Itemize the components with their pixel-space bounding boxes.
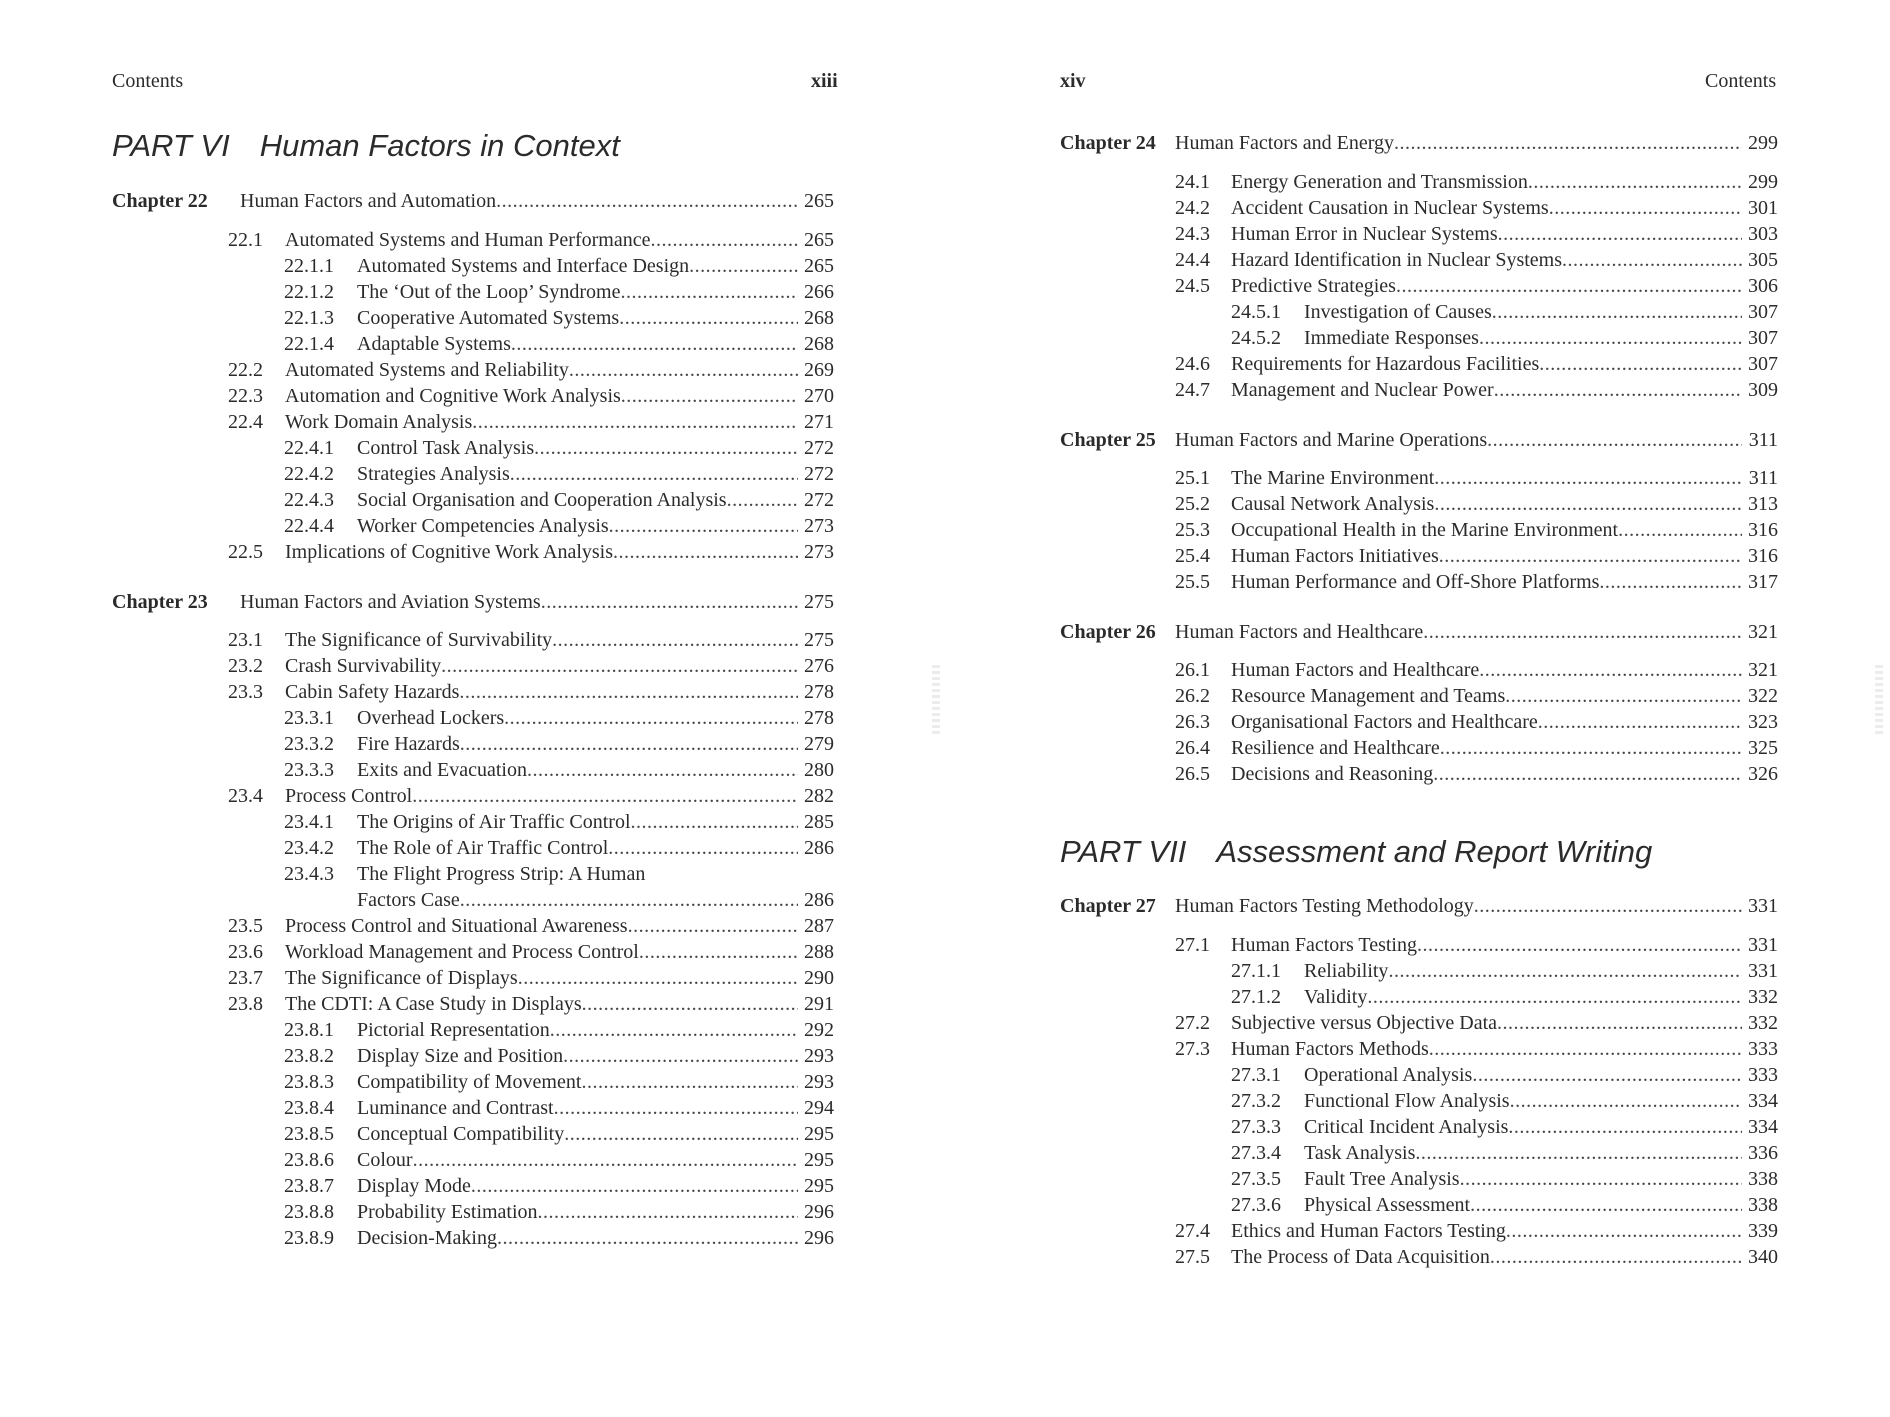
toc-entry[interactable]: 23.7 The Significance of Displays ..... 290 bbox=[228, 965, 834, 991]
watermark-stamp bbox=[1875, 665, 1883, 735]
toc-entry[interactable]: 27.1.2 Validity ..... 332 bbox=[1231, 984, 1778, 1010]
running-head-label: Contents bbox=[1705, 70, 1777, 92]
toc-entry[interactable]: 25.3 Occupational Health in the Marine Environment ..... 316 bbox=[1175, 517, 1778, 543]
toc-entry[interactable]: 22.4 Work Domain Analysis ..... 271 bbox=[228, 409, 834, 435]
toc-entry[interactable]: 22.4.2 Strategies Analysis ..... 272 bbox=[284, 461, 834, 487]
toc-entry[interactable]: 26.4 Resilience and Healthcare ..... 325 bbox=[1175, 735, 1778, 761]
part-label: PART VII bbox=[1060, 834, 1187, 869]
chapter-entry[interactable]: Chapter 22 Human Factors and Automation ..... 265 bbox=[112, 188, 834, 214]
toc-entry[interactable]: 23.3.3 Exits and Evacuation ..... 280 bbox=[284, 757, 834, 783]
toc-entry[interactable]: 26.3 Organisational Factors and Healthcare ..... 323 bbox=[1175, 709, 1778, 735]
toc-entry[interactable]: 22.4.3 Social Organisation and Cooperation Analysis ..... 272 bbox=[284, 487, 834, 513]
toc-entry[interactable]: 24.7 Management and Nuclear Power ..... 309 bbox=[1175, 377, 1778, 403]
toc-entry[interactable]: 25.4 Human Factors Initiatives ..... 316 bbox=[1175, 543, 1778, 569]
toc-entry[interactable]: 24.4 Hazard Identification in Nuclear Systems ..... 305 bbox=[1175, 247, 1778, 273]
toc-entry[interactable]: 23.1 The Significance of Survivability ..... 275 bbox=[228, 627, 834, 653]
toc-entry[interactable]: 23.8.3 Compatibility of Movement ..... 293 bbox=[284, 1069, 834, 1095]
toc-entry[interactable]: 25.5 Human Performance and Off-Shore Platforms ..... 317 bbox=[1175, 569, 1778, 595]
toc-entry[interactable]: 23.5 Process Control and Situational Awareness ..... 287 bbox=[228, 913, 834, 939]
toc-entry[interactable]: 26.1 Human Factors and Healthcare ..... 321 bbox=[1175, 657, 1778, 683]
toc-entry[interactable]: 26.2 Resource Management and Teams ..... 322 bbox=[1175, 683, 1778, 709]
toc-entry[interactable]: 27.1.1 Reliability ..... 331 bbox=[1231, 958, 1778, 984]
toc-entry[interactable]: 23.4.2 The Role of Air Traffic Control ..... 286 bbox=[284, 835, 834, 861]
toc-entry[interactable]: 23.8.7 Display Mode ..... 295 bbox=[284, 1173, 834, 1199]
toc-entry[interactable]: 24.6 Requirements for Hazardous Facilities ..... 307 bbox=[1175, 351, 1778, 377]
toc-entry[interactable]: 27.1 Human Factors Testing ..... 331 bbox=[1175, 932, 1778, 958]
chapter-entry[interactable]: Chapter 26 Human Factors and Healthcare ..... 321 bbox=[1060, 619, 1778, 645]
page-number: xiii bbox=[811, 70, 838, 92]
toc-entry[interactable]: 22.1.2 The ‘Out of the Loop’ Syndrome ..... 266 bbox=[284, 279, 834, 305]
toc-entry[interactable]: 22.1 Automated Systems and Human Performance ..... 265 bbox=[228, 227, 834, 253]
toc-entry[interactable]: 23.8.4 Luminance and Contrast ..... 294 bbox=[284, 1095, 834, 1121]
toc-entry[interactable]: 27.3.3 Critical Incident Analysis ..... 334 bbox=[1231, 1114, 1778, 1140]
watermark-stamp bbox=[932, 665, 940, 735]
toc-entry[interactable]: 23.8.9 Decision-Making ..... 296 bbox=[284, 1225, 834, 1251]
toc-entry[interactable]: 22.4.4 Worker Competencies Analysis ..... 273 bbox=[284, 513, 834, 539]
toc-entry[interactable]: 27.4 Ethics and Human Factors Testing ..... 339 bbox=[1175, 1218, 1778, 1244]
part-label: PART VI bbox=[112, 128, 230, 163]
toc-entry[interactable]: 22.1.4 Adaptable Systems ..... 268 bbox=[284, 331, 834, 357]
toc-entry[interactable]: 22.3 Automation and Cognitive Work Analysis ..... 270 bbox=[228, 383, 834, 409]
toc-entry[interactable]: 23.4.1 The Origins of Air Traffic Control ..... 285 bbox=[284, 809, 834, 835]
toc-entry[interactable]: 23.3 Cabin Safety Hazards ..... 278 bbox=[228, 679, 834, 705]
toc-entry[interactable]: 24.3 Human Error in Nuclear Systems ..... 303 bbox=[1175, 221, 1778, 247]
toc-entry[interactable]: 23.8.5 Conceptual Compatibility ..... 295 bbox=[284, 1121, 834, 1147]
toc-entry[interactable]: 23.8.8 Probability Estimation ..... 296 bbox=[284, 1199, 834, 1225]
chapter-entry[interactable]: Chapter 25 Human Factors and Marine Operations ..... 311 bbox=[1060, 427, 1778, 453]
toc-entry[interactable]: 22.1.3 Cooperative Automated Systems ..... 268 bbox=[284, 305, 834, 331]
part-heading bbox=[112, 128, 620, 164]
part-title: Human Factors in Context bbox=[259, 128, 620, 163]
toc-entry[interactable]: 24.2 Accident Causation in Nuclear Systems ..... 301 bbox=[1175, 195, 1778, 221]
toc-entry[interactable]: 22.4.1 Control Task Analysis ..... 272 bbox=[284, 435, 834, 461]
toc-entry[interactable]: 27.3.5 Fault Tree Analysis ..... 338 bbox=[1231, 1166, 1778, 1192]
toc-entry[interactable]: 23.6 Workload Management and Process Control ..... 288 bbox=[228, 939, 834, 965]
toc-entry[interactable]: 27.3.2 Functional Flow Analysis ..... 334 bbox=[1231, 1088, 1778, 1114]
toc-entry[interactable]: 27.3.1 Operational Analysis ..... 333 bbox=[1231, 1062, 1778, 1088]
chapter-entry[interactable]: Chapter 23 Human Factors and Aviation Systems ..... 275 bbox=[112, 589, 834, 615]
toc-entry[interactable]: 27.3 Human Factors Methods ..... 333 bbox=[1175, 1036, 1778, 1062]
toc-entry[interactable]: 23.3.1 Overhead Lockers ..... 278 bbox=[284, 705, 834, 731]
chapter-entry[interactable]: Chapter 24 Human Factors and Energy ..... 299 bbox=[1060, 130, 1778, 156]
right-page bbox=[945, 0, 1890, 1417]
toc-entry[interactable]: 23.2 Crash Survivability ..... 276 bbox=[228, 653, 834, 679]
running-head-label: Contents bbox=[112, 70, 184, 92]
toc-entry[interactable]: 23.3.2 Fire Hazards ..... 279 bbox=[284, 731, 834, 757]
toc-entry[interactable]: 26.5 Decisions and Reasoning ..... 326 bbox=[1175, 761, 1778, 787]
toc-entry[interactable]: 25.1 The Marine Environment ..... 311 bbox=[1175, 465, 1778, 491]
toc-entry[interactable]: 23.8.1 Pictorial Representation ..... 292 bbox=[284, 1017, 834, 1043]
toc-entry[interactable]: 23.8.2 Display Size and Position ..... 293 bbox=[284, 1043, 834, 1069]
toc-entry[interactable]: 23.8 The CDTI: A Case Study in Displays ..... 291 bbox=[228, 991, 834, 1017]
toc-entry[interactable]: 24.1 Energy Generation and Transmission ..... 299 bbox=[1175, 169, 1778, 195]
toc-entry[interactable]: 22.2 Automated Systems and Reliability ..... 269 bbox=[228, 357, 834, 383]
chapter-entry[interactable]: Chapter 27 Human Factors Testing Methodology ..... 331 bbox=[1060, 893, 1778, 919]
toc-entry-first-line[interactable]: 23.4.3 The Flight Progress Strip: A Human bbox=[284, 863, 646, 885]
toc-entry[interactable]: 24.5.2 Immediate Responses ..... 307 bbox=[1231, 325, 1778, 351]
toc-entry[interactable]: 27.2 Subjective versus Objective Data ..... 332 bbox=[1175, 1010, 1778, 1036]
part-heading bbox=[1060, 834, 1652, 870]
page-number: xiv bbox=[1060, 70, 1086, 92]
toc-entry[interactable]: 27.3.6 Physical Assessment ..... 338 bbox=[1231, 1192, 1778, 1218]
toc-entry[interactable]: 24.5 Predictive Strategies ..... 306 bbox=[1175, 273, 1778, 299]
toc-entry[interactable]: 27.5 The Process of Data Acquisition ..... 340 bbox=[1175, 1244, 1778, 1270]
toc-entry[interactable]: 22.5 Implications of Cognitive Work Analysis ..... 273 bbox=[228, 539, 834, 565]
toc-entry[interactable]: 24.5.1 Investigation of Causes ..... 307 bbox=[1231, 299, 1778, 325]
toc-entry[interactable]: 23.4 Process Control ..... 282 bbox=[228, 783, 834, 809]
toc-entry[interactable]: 27.3.4 Task Analysis ..... 336 bbox=[1231, 1140, 1778, 1166]
toc-entry[interactable]: 25.2 Causal Network Analysis ..... 313 bbox=[1175, 491, 1778, 517]
part-title: Assessment and Report Writing bbox=[1216, 834, 1653, 869]
toc-entry-continuation[interactable]: Factors Case ..... 286 bbox=[357, 887, 834, 913]
toc-entry[interactable]: 22.1.1 Automated Systems and Interface Design ..... 265 bbox=[284, 253, 834, 279]
toc-entry[interactable]: 23.8.6 Colour ..... 295 bbox=[284, 1147, 834, 1173]
